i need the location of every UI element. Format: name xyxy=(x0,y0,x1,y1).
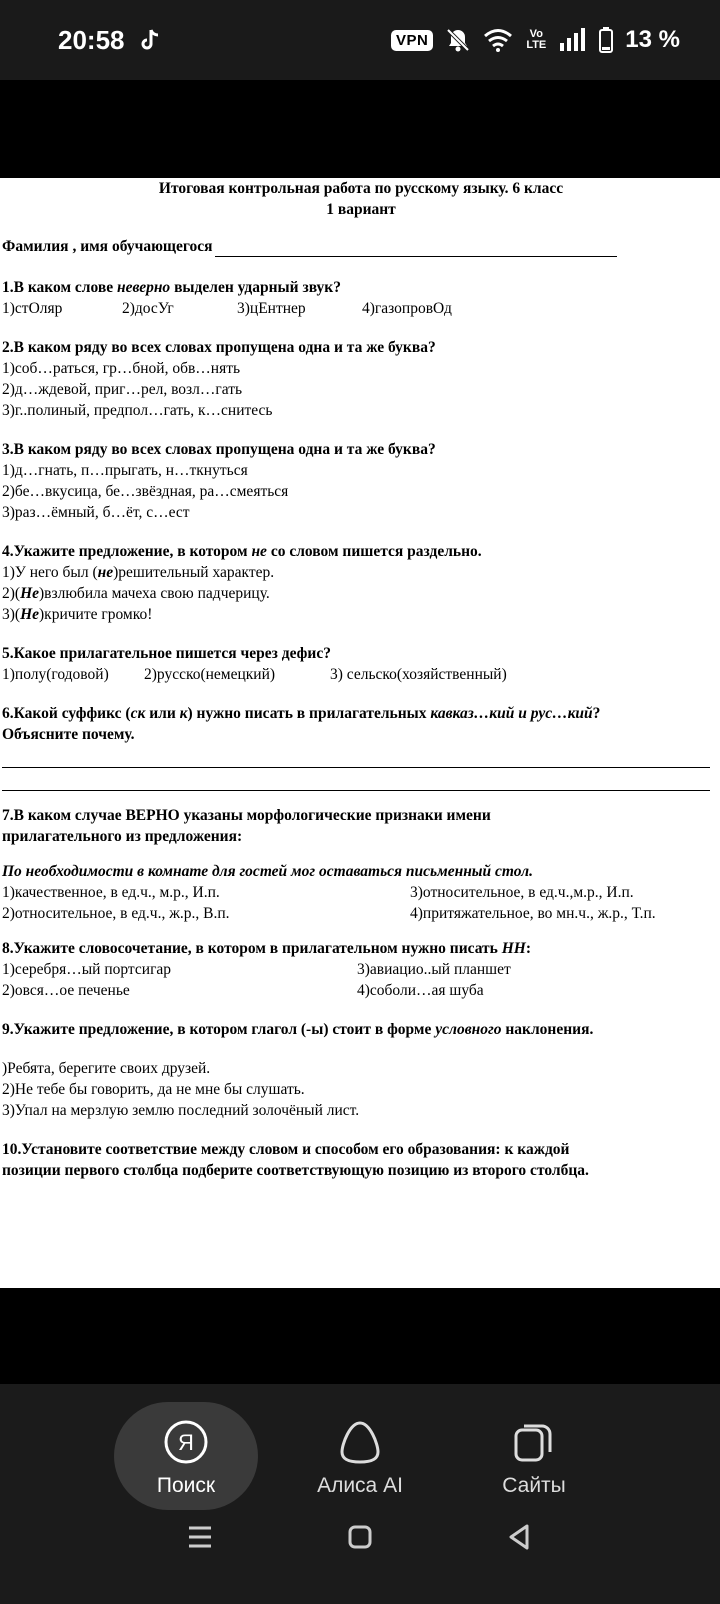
q4-line xyxy=(2,562,720,583)
question-6 xyxy=(2,703,720,791)
question-5 xyxy=(2,643,720,685)
q9-prefix: 9.Укажите предложение, в котором глагол (-ы) стоит в форме xyxy=(2,1021,436,1038)
q3-line: 1)д…гнать, п…прыгать, н…ткнуться xyxy=(2,462,248,479)
q4-l2b: Не xyxy=(20,585,40,602)
battery-percent: 13 % xyxy=(625,26,680,53)
q8-option: 4)соболи…ая шуба xyxy=(357,982,484,999)
name-field-line xyxy=(2,236,720,257)
tab-alice-label: Алиса AI xyxy=(317,1474,403,1497)
q6-text xyxy=(2,703,720,724)
q6-d: к xyxy=(179,705,188,722)
tab-sites[interactable] xyxy=(462,1402,606,1510)
q6-g: ? xyxy=(592,705,601,722)
tab-search-label: Поиск xyxy=(156,1474,216,1497)
answer-line xyxy=(2,768,710,791)
wifi-icon xyxy=(483,28,513,52)
status-right xyxy=(391,26,680,54)
yandex-letter: Я xyxy=(178,1430,194,1455)
q6-a: 6.Какой суффикс ( xyxy=(2,705,131,722)
q4-l3b: Не xyxy=(20,606,40,623)
q5-option: 3) сельско(хозяйственный) xyxy=(330,666,507,683)
q7-option: 1)качественное, в ед.ч., м.р., И.п. xyxy=(2,884,220,901)
black-area xyxy=(0,1288,720,1384)
q8-row xyxy=(2,980,720,1001)
back-icon[interactable] xyxy=(505,1522,535,1552)
q2-text: 2.В каком ряду во всех словах пропущена одна и та же буква? xyxy=(2,339,436,356)
q2-line: 2)д…ждевой, приг…рел, возл…гать xyxy=(2,381,243,398)
q9-suffix: наклонения. xyxy=(501,1021,594,1038)
q5-option: 1)полу(годовой) xyxy=(2,666,109,683)
q8-text xyxy=(2,938,720,959)
battery-icon xyxy=(599,27,613,53)
q4-l3c: )кричите громко! xyxy=(39,606,153,623)
q1-option: 4)газопровОд xyxy=(362,300,452,317)
q1-prefix: 1.В каком слове xyxy=(2,279,117,296)
q4-l3a: 3)( xyxy=(2,606,21,623)
q6-c: или xyxy=(145,705,180,722)
q7-sentence xyxy=(2,861,720,882)
tab-search[interactable] xyxy=(114,1402,258,1510)
q4-em: не xyxy=(251,543,267,560)
home-icon[interactable] xyxy=(345,1522,375,1552)
q4-l1b: не xyxy=(97,564,114,581)
question-3 xyxy=(2,439,720,523)
q4-l2c: )взлюбила мачеха свою падчерицу. xyxy=(39,585,270,602)
q6-line2: Объясните почему. xyxy=(2,726,135,743)
q6-e: ) нужно писать в прилагательных xyxy=(187,705,431,722)
lte-icon: Vo LTE xyxy=(526,28,547,51)
q9-line: )Ребята, берегите своих друзей. xyxy=(2,1060,211,1077)
question-10 xyxy=(2,1139,720,1181)
doc-variant: 1 вариант xyxy=(326,201,396,218)
q3-line: 3)раз…ёмный, б…ёт, с…ест xyxy=(2,504,190,521)
q1-em: неверно xyxy=(116,279,171,296)
vpn-badge: VPN xyxy=(391,30,433,51)
q7-line2: прилагательного из предложения: xyxy=(2,828,243,845)
q5-text: 5.Какое прилагательное пишется через дефис? xyxy=(2,645,331,662)
question-8 xyxy=(2,938,720,1001)
q1-text xyxy=(2,277,720,298)
q3-line: 2)бе…вкусица, бе…звёздная, ра…смеяться xyxy=(2,483,289,500)
q7-option: 4)притяжательное, во мн.ч., ж.р., Т.п. xyxy=(410,905,656,922)
q8-prefix: 8.Укажите словосочетание, в котором в прилагательном нужно писать xyxy=(2,940,502,957)
system-nav xyxy=(0,1502,720,1572)
q9-em: условного xyxy=(435,1021,502,1038)
question-4 xyxy=(2,541,720,625)
q7-option: 2)относительное, в ед.ч., ж.р., В.п. xyxy=(2,905,230,922)
q4-prefix: 4.Укажите предложение, в котором xyxy=(2,543,252,560)
name-label: Фамилия , имя обучающегося xyxy=(2,238,213,255)
alice-icon xyxy=(336,1416,384,1468)
status-bar xyxy=(0,0,720,80)
question-2 xyxy=(2,337,720,421)
q1-option: 2)досУг xyxy=(122,300,174,317)
q7-option: 3)относительное, в ед.ч.,м.р., И.п. xyxy=(410,884,634,901)
q4-l1c: )решительный характер. xyxy=(113,564,275,581)
answer-line xyxy=(2,745,710,768)
yandex-icon xyxy=(162,1416,210,1468)
q4-suffix: со словом пишется раздельно. xyxy=(266,543,482,560)
q4-line xyxy=(2,583,720,604)
q9-line: 2)Не тебе бы говорить, да не мне бы слушать. xyxy=(2,1081,305,1098)
q7-row xyxy=(2,903,720,924)
q8-em: НН xyxy=(501,940,526,957)
signal-icon xyxy=(559,28,587,52)
q8-option: 3)авиацио..ый планшет xyxy=(357,961,511,978)
q1-suffix: выделен ударный звук? xyxy=(170,279,341,296)
doc-title: Итоговая контрольная работа по русскому языку. 6 класс xyxy=(158,180,564,197)
q9-text xyxy=(2,1019,720,1040)
q6-f: кавказ…кий и рус…кий xyxy=(430,705,593,722)
q1-option: 3)цЕнтнер xyxy=(237,300,306,317)
question-1 xyxy=(2,277,720,319)
q4-text xyxy=(2,541,720,562)
q4-l2a: 2)( xyxy=(2,585,21,602)
q4-line xyxy=(2,604,720,625)
sites-icon xyxy=(510,1416,558,1468)
q7-sentence-text: По необходимости в комнате для гостей мог оставаться письменный стол. xyxy=(2,863,533,880)
q5-option: 2)русско(немецкий) xyxy=(144,666,276,683)
q10-line1: 10.Установите соответствие между словом и способом его образования: к каждой xyxy=(2,1141,570,1158)
q4-l1a: 1)У него был ( xyxy=(2,564,98,581)
clock: 20:58 xyxy=(58,24,125,55)
q2-line: 3)г..полиный, предпол…гать, к…снитесь xyxy=(2,402,273,419)
q7-line1: 7.В каком случае ВЕРНО указаны морфологические признаки имени xyxy=(2,807,491,824)
name-underline xyxy=(215,240,617,257)
menu-icon[interactable] xyxy=(185,1522,215,1552)
q8-option: 1)серебря…ый портсигар xyxy=(2,961,172,978)
question-9 xyxy=(2,1019,720,1121)
q8-row xyxy=(2,959,720,980)
q1-options xyxy=(2,298,720,319)
q9-line: 3)Упал на мерзлую землю последний золочёный лист. xyxy=(2,1102,360,1119)
q7-row xyxy=(2,882,720,903)
q6-b: ск xyxy=(130,705,146,722)
q5-options xyxy=(2,664,720,685)
q10-line2: позиции первого столбца подберите соответствующую позицию из второго столбца. xyxy=(2,1162,589,1179)
q2-line: 1)соб…раться, гр…бной, обв…нять xyxy=(2,360,241,377)
tab-sites-label: Сайты xyxy=(502,1474,566,1497)
document-page xyxy=(0,178,720,1288)
question-7 xyxy=(2,805,720,924)
bottom-nav xyxy=(0,1384,720,1604)
status-left xyxy=(58,25,161,56)
q3-text: 3.В каком ряду во всех словах пропущена одна и та же буква? xyxy=(2,441,436,458)
tab-alice[interactable] xyxy=(288,1402,432,1510)
q1-option: 1)стОляр xyxy=(2,300,63,317)
mute-bell-icon xyxy=(445,27,471,53)
tiktok-icon xyxy=(139,28,161,52)
q8-suffix: : xyxy=(525,940,532,957)
q8-option: 2)овся…ое печенье xyxy=(2,982,130,999)
